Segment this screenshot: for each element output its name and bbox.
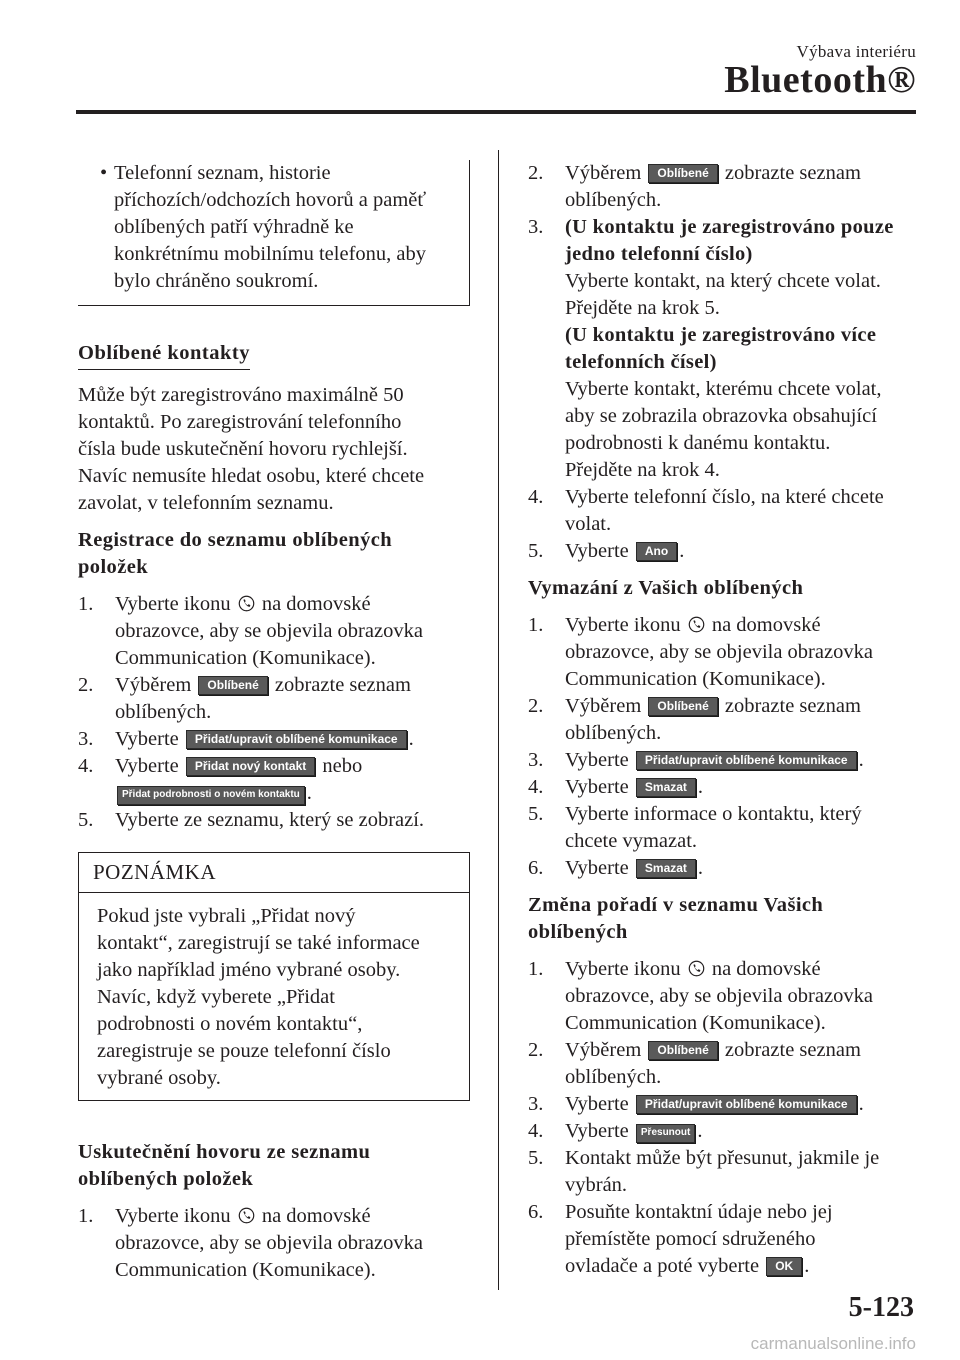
step-item: [528, 956, 920, 1037]
step-number: 6.: [528, 857, 544, 879]
call-heading: [78, 1139, 470, 1193]
step-item: [528, 1145, 920, 1199]
step-text: zobrazte seznam: [724, 695, 861, 717]
step-text: na domovské: [711, 958, 821, 980]
step-number: 2.: [528, 162, 544, 184]
delete-button[interactable]: Smazat: [636, 778, 696, 797]
step-text: .: [858, 1093, 864, 1115]
step-line: přemístěte pomocí sdruženého: [565, 1228, 816, 1250]
add-edit-favorites-button[interactable]: Přidat/upravit oblíbené komunikace: [636, 751, 857, 770]
step-text: .: [697, 1120, 703, 1142]
call-steps-right: [528, 160, 920, 565]
step-text: .: [804, 1255, 810, 1277]
step-text: Vyberte ikonu: [565, 958, 681, 980]
step-item: [78, 672, 470, 726]
step-line: [565, 1037, 920, 1064]
step-text: Vyberte: [565, 776, 629, 798]
step-line: jedno telefonní číslo): [565, 243, 753, 265]
yes-button[interactable]: Ano: [636, 542, 677, 561]
step-number: 3.: [528, 749, 544, 771]
step-text: Vyberte ikonu: [115, 1205, 231, 1227]
bullet-line: Telefonní seznam, historie: [114, 162, 331, 184]
note-body: [79, 893, 469, 1100]
step-text: Výběrem: [565, 695, 642, 717]
step-number: 5.: [528, 540, 544, 562]
heading-line: oblíbených položek: [78, 1168, 254, 1190]
favorites-heading: Oblíbené kontakty: [78, 340, 250, 370]
step-text: .: [858, 749, 864, 771]
add-contact-details-button[interactable]: Přidat podrobnosti o novém kontaktu: [117, 786, 305, 805]
step-number: 1.: [528, 958, 544, 980]
delete-steps: [528, 612, 920, 882]
step-text: Vyberte: [565, 857, 629, 879]
step-text: .: [408, 728, 414, 750]
step-line: Communication (Komunikace).: [565, 668, 826, 690]
step-line: Kontakt může být přesunut, jakmile je: [565, 1147, 880, 1169]
call-steps-left: [78, 1203, 470, 1284]
step-line: Vyberte ze seznamu, který se zobrazí.: [115, 809, 425, 831]
step-line: [565, 956, 920, 983]
note-heading: POZNÁMKA: [79, 853, 469, 893]
step-text: Vyberte: [565, 1093, 629, 1115]
step-line: obrazovce, aby se objevila obrazovka: [115, 620, 423, 642]
delete-heading: Vymazání z Vašich oblíbených: [528, 577, 804, 599]
step-item: [528, 855, 920, 882]
heading-line: Registrace do seznamu oblíbených: [78, 529, 393, 551]
note-line: zaregistruje se pouze telefonní číslo: [97, 1040, 391, 1062]
add-new-contact-button[interactable]: Přidat nový kontakt: [186, 757, 315, 776]
step-item: [528, 538, 920, 565]
step-text: Vyberte: [565, 540, 629, 562]
para-line: zavolat, v telefonním seznamu.: [78, 492, 334, 514]
bullet-line: bylo chráněno soukromí.: [114, 270, 319, 292]
page-number: 5-123: [848, 1292, 914, 1323]
step-text: .: [679, 540, 685, 562]
step-line: Vyberte kontakt, na který chcete volat.: [565, 270, 881, 292]
step-item: [78, 753, 470, 807]
reorder-steps: [528, 956, 920, 1280]
step-line: (U kontaktu je zaregistrováno pouze: [565, 216, 894, 238]
step-text: Výběrem: [565, 1039, 642, 1061]
heading-line: oblíbených: [528, 921, 628, 943]
step-line: [565, 538, 920, 565]
step-number: 2.: [528, 1039, 544, 1061]
step-text: Vyberte ikonu: [565, 614, 681, 636]
step-item: [78, 1203, 470, 1284]
step-text: Vyberte: [565, 749, 629, 771]
step-line: obrazovce, aby se objevila obrazovka: [565, 985, 873, 1007]
register-heading: [78, 527, 470, 581]
para-line: Může být zaregistrováno maximálně 50: [78, 384, 404, 406]
note-line: podrobnosti o novém kontaktu“,: [97, 1013, 363, 1035]
step-text: Výběrem: [115, 674, 192, 696]
note-line: vybrané osoby.: [97, 1067, 221, 1089]
step-line: [565, 747, 920, 774]
step-item: [528, 1199, 920, 1280]
left-column: [78, 160, 470, 1294]
step-line: Přejděte na krok 5.: [565, 297, 720, 319]
note-box: [78, 852, 470, 1101]
step-line: Communication (Komunikace).: [565, 1012, 826, 1034]
step-number: 4.: [78, 755, 94, 777]
step-text: na domovské: [261, 1205, 371, 1227]
step-line: [115, 1203, 470, 1230]
step-item: [528, 801, 920, 855]
step-line: volat.: [565, 513, 612, 535]
phone-icon: [688, 960, 705, 977]
step-number: 5.: [78, 809, 94, 831]
bullet-line: příchozích/odchozích hovorů a paměť: [114, 189, 427, 211]
step-number: 2.: [528, 695, 544, 717]
step-line: (U kontaktu je zaregistrováno více: [565, 324, 877, 346]
step-number: 2.: [78, 674, 94, 696]
heading-line: Uskutečnění hovoru ze seznamu: [78, 1141, 371, 1163]
favorites-button[interactable]: Oblíbené: [648, 164, 717, 183]
step-number: 4.: [528, 486, 544, 508]
bullet-item: [78, 160, 461, 295]
step-line: [115, 780, 470, 807]
step-text: .: [697, 857, 704, 879]
watermark: carmanualsonline.info: [750, 1334, 916, 1353]
step-text: zobrazte seznam: [724, 1039, 861, 1061]
step-line: podrobnosti k danému kontaktu.: [565, 432, 831, 454]
step-line: Vyberte telefonní číslo, na které chcete: [565, 486, 884, 508]
step-line: [115, 672, 470, 699]
step-line: Vyberte kontakt, kterému chcete volat,: [565, 378, 882, 400]
favorites-button[interactable]: Oblíbené: [648, 697, 717, 716]
step-line: [115, 753, 470, 780]
step-line: [565, 612, 920, 639]
step-item: [78, 807, 470, 834]
right-column: [528, 160, 920, 1290]
note-line: Pokud jste vybrali „Přidat nový: [97, 905, 356, 927]
add-edit-favorites-button[interactable]: Přidat/upravit oblíbené komunikace: [186, 730, 407, 749]
section-subtitle: Výbava interiéru: [796, 42, 916, 61]
step-line: [115, 726, 470, 753]
step-item: [528, 484, 920, 538]
step-line: [565, 1118, 920, 1145]
step-text: Vyberte: [115, 728, 179, 750]
step-text: .: [306, 782, 312, 804]
phone-icon: [688, 616, 705, 633]
add-edit-favorites-button[interactable]: Přidat/upravit oblíbené komunikace: [636, 1095, 857, 1114]
step-text: zobrazte seznam: [274, 674, 411, 696]
para-line: čísla bude uskutečnění hovoru rychlejší.: [78, 438, 408, 460]
bullet-line: oblíbených patří výhradně ke: [114, 216, 354, 238]
step-line: Communication (Komunikace).: [115, 1259, 376, 1281]
para-line: Navíc nemusíte hledat osobu, které chcete: [78, 465, 425, 487]
note-line: Navíc, když vyberete „Přidat: [97, 986, 335, 1008]
step-line: obrazovce, aby se objevila obrazovka: [115, 1232, 423, 1254]
step-line: oblíbených.: [565, 722, 662, 744]
column-divider: [498, 150, 499, 1290]
step-number: 6.: [528, 1201, 544, 1223]
section-title: Bluetooth®: [724, 59, 916, 101]
step-text: zobrazte seznam: [724, 162, 861, 184]
phone-icon: [238, 595, 255, 612]
heading-line: položek: [78, 556, 148, 578]
privacy-bullet-box: [78, 160, 470, 306]
step-line: [565, 1253, 920, 1280]
step-number: 3.: [528, 1093, 544, 1115]
step-text: ovladače a poté vyberte: [565, 1255, 760, 1277]
step-line: [115, 591, 470, 618]
reorder-heading: [528, 892, 920, 946]
note-line: kontakt“, zaregistrují se také informace: [97, 932, 420, 954]
step-line: Vyberte informace o kontaktu, který: [565, 803, 862, 825]
bullet-dot: •: [100, 162, 108, 184]
step-item: [78, 726, 470, 753]
step-item: [528, 612, 920, 693]
para-line: kontaktů. Po zaregistrování telefonního: [78, 411, 402, 433]
step-line: telefonních čísel): [565, 351, 717, 373]
step-item: [78, 591, 470, 672]
step-line: [565, 1091, 920, 1118]
note-line: jako například jméno vybrané osoby.: [97, 959, 401, 981]
step-number: 5.: [528, 1147, 544, 1169]
step-line: oblíbených.: [565, 189, 662, 211]
step-line: [565, 693, 920, 720]
step-number: 1.: [78, 593, 94, 615]
heading-line: Změna pořadí v seznamu Vašich: [528, 894, 824, 916]
phone-icon: [238, 1207, 255, 1224]
step-line: obrazovce, aby se objevila obrazovka: [565, 641, 873, 663]
step-text: Výběrem: [565, 162, 642, 184]
step-number: 1.: [78, 1205, 94, 1227]
step-line: Přejděte na krok 4.: [565, 459, 720, 481]
step-number: 1.: [528, 614, 544, 636]
step-number: 3.: [528, 216, 544, 238]
bullet-line: konkrétnímu mobilnímu telefonu, aby: [114, 243, 427, 265]
step-text: Vyberte: [115, 755, 179, 777]
step-line: Communication (Komunikace).: [115, 647, 376, 669]
step-item: [528, 1091, 920, 1118]
step-line: Posuňte kontaktní údaje nebo jej: [565, 1201, 833, 1223]
favorites-button[interactable]: Oblíbené: [648, 1041, 717, 1060]
delete-button[interactable]: Smazat: [636, 859, 696, 878]
favorites-paragraph: [78, 382, 470, 517]
step-item: [528, 1118, 920, 1145]
step-number: 4.: [528, 1120, 544, 1142]
step-line: vybrán.: [565, 1174, 628, 1196]
step-line: oblíbených.: [115, 701, 212, 723]
step-text: Vyberte ikonu: [115, 593, 231, 615]
favorites-button[interactable]: Oblíbené: [198, 676, 267, 695]
step-number: 3.: [78, 728, 94, 750]
step-number: 5.: [528, 803, 544, 825]
step-item: [528, 1037, 920, 1091]
step-item: [528, 747, 920, 774]
step-item: [528, 214, 920, 484]
step-line: aby se zobrazila obrazovka obsahující: [565, 405, 877, 427]
step-line: [565, 855, 920, 882]
step-number: 4.: [528, 776, 544, 798]
step-line: chcete vymazat.: [565, 830, 698, 852]
step-line: [565, 160, 920, 187]
step-text: nebo: [322, 755, 363, 777]
register-steps: [78, 591, 470, 834]
step-line: oblíbených.: [565, 1066, 662, 1088]
ok-button[interactable]: OK: [766, 1257, 802, 1276]
step-text: na domovské: [261, 593, 371, 615]
step-text: na domovské: [711, 614, 821, 636]
step-text: .: [697, 776, 704, 798]
step-item: [528, 774, 920, 801]
step-item: [528, 160, 920, 214]
step-line: [565, 774, 920, 801]
header-rule: [76, 110, 916, 114]
move-button[interactable]: Přesunout: [636, 1124, 695, 1143]
step-item: [528, 693, 920, 747]
step-text: Vyberte: [565, 1120, 629, 1142]
